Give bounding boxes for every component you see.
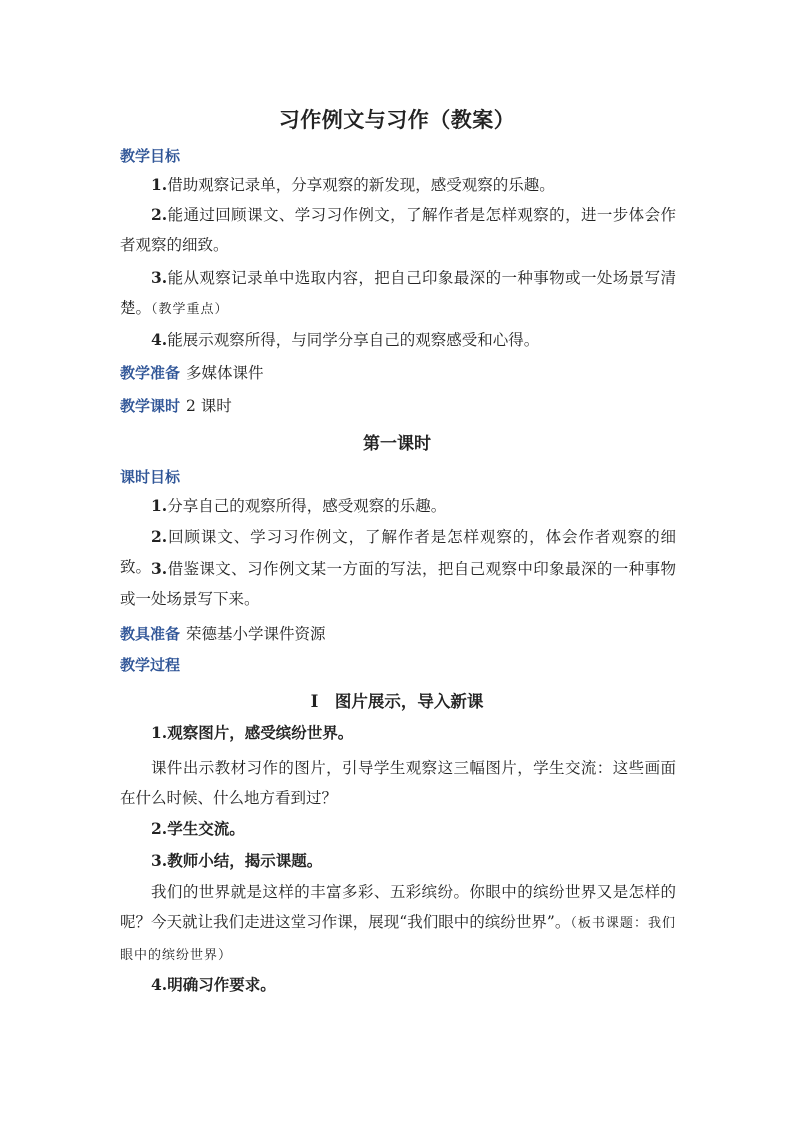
step-text: 学生交流。 bbox=[167, 819, 245, 838]
hours-value: 2 课时 bbox=[186, 397, 232, 415]
section-heading-tools: 教具准备 bbox=[120, 625, 181, 643]
goal-number: 3. bbox=[151, 559, 168, 578]
step-item-3 bbox=[120, 846, 676, 876]
step-text: 观察图片，感受缤纷世界。 bbox=[167, 723, 354, 742]
goal-number: 2. bbox=[151, 527, 168, 546]
section-heading-hours: 教学课时 bbox=[120, 397, 181, 415]
step-item-1 bbox=[120, 718, 676, 748]
goal-text: 能展示观察所得，与同学分享自己的观察感受和心得。 bbox=[167, 331, 540, 349]
step-number: 1. bbox=[151, 723, 168, 742]
tools-line bbox=[120, 622, 326, 644]
prep-value: 多媒体课件 bbox=[186, 364, 264, 382]
part-heading: Ⅰ 图片展示，导入新课 bbox=[310, 692, 484, 711]
step-3-body-text: 我们的世界就是这样的丰富多彩、五彩缤纷。你眼中的缤纷世界又是怎样的呢？今天就让我们走进这堂习作课，展现“我们眼中的缤纷世界”。 bbox=[120, 883, 676, 931]
goal-number: 3. bbox=[151, 268, 168, 287]
lesson-goal-item-1 bbox=[120, 491, 676, 521]
section-heading-goals: 教学目标 bbox=[120, 147, 181, 165]
section-heading-process: 教学过程 bbox=[120, 656, 181, 674]
hours-line bbox=[120, 394, 232, 416]
section-heading-prep: 教学准备 bbox=[120, 364, 181, 382]
tools-value: 荣德基小学课件资源 bbox=[186, 625, 326, 643]
goal-item-1 bbox=[120, 170, 676, 200]
goal-number: 1. bbox=[151, 496, 168, 515]
goal-item-2 bbox=[120, 200, 676, 260]
goal-number: 2. bbox=[151, 205, 168, 224]
prep-line bbox=[120, 361, 264, 383]
goal-text: 借助观察记录单，分享观察的新发现，感受观察的乐趣。 bbox=[167, 176, 555, 194]
goal-text: 回顾课文、学习习作例文，了解作者是怎样观察的，体会作者观察的细致。 bbox=[120, 528, 676, 576]
step-item-4 bbox=[120, 970, 676, 1000]
goal-text: 能从观察记录单中选取内容，把自己印象最深的一种事物或一处场景写清楚。 bbox=[120, 269, 676, 317]
step-number: 3. bbox=[151, 851, 168, 870]
lesson-heading: 第一课时 bbox=[363, 434, 431, 454]
goal-text: 借鉴课文、习作例文某一方面的写法，把自己观察中印象最深的一种事物或一处场景写下来。 bbox=[120, 560, 676, 608]
step-text: 教师小结，揭示课题。 bbox=[167, 851, 323, 870]
document-title: 习作例文与习作（教案） bbox=[278, 107, 516, 132]
goal-text: 分享自己的观察所得，感受观察的乐趣。 bbox=[167, 497, 447, 515]
step-item-2 bbox=[120, 814, 676, 844]
goal-number: 4. bbox=[151, 330, 168, 349]
lesson-goal-item-3 bbox=[120, 554, 676, 614]
goal-number: 1. bbox=[151, 175, 168, 194]
goal-text: 能通过回顾课文、学习习作例文，了解作者是怎样观察的，进一步体会作者观察的细致。 bbox=[120, 206, 676, 254]
section-heading-lesson-goals: 课时目标 bbox=[120, 468, 181, 486]
step-1-body: 课件出示教材习作的图片，引导学生观察这三幅图片，学生交流：这些画面在什么时候、什么地方看到过？ bbox=[120, 759, 676, 807]
step-3-body bbox=[120, 877, 676, 971]
goal-item-3 bbox=[120, 263, 676, 325]
step-text: 明确习作要求。 bbox=[167, 975, 276, 994]
goal-note: （教学重点） bbox=[151, 302, 229, 317]
step-number: 4. bbox=[151, 975, 168, 994]
goal-item-4 bbox=[120, 325, 676, 355]
step-3-note: （板书课题：我们眼中的缤纷世界） bbox=[120, 916, 676, 963]
step-number: 2. bbox=[151, 819, 168, 838]
